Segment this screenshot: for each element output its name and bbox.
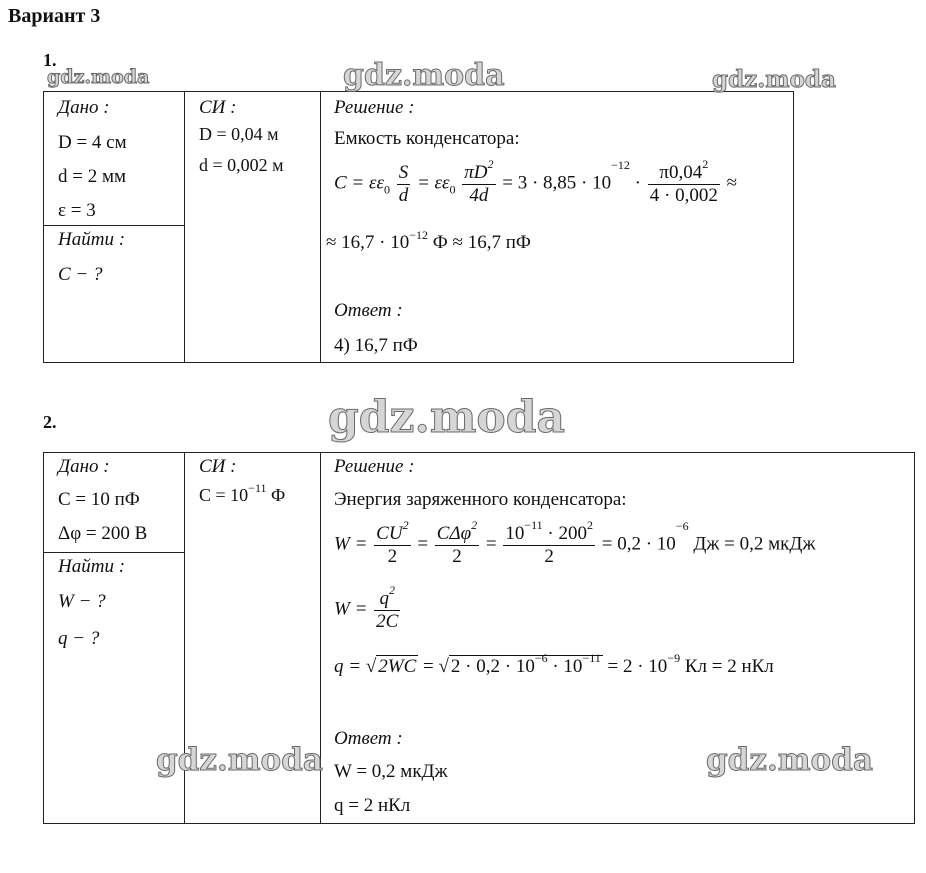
answer-line: 4) 16,7 пФ: [334, 335, 418, 356]
page-title: Вариант 3: [8, 5, 101, 27]
find-line: W − ?: [58, 591, 106, 612]
find-header: Найти :: [58, 229, 126, 250]
answer-header: Ответ :: [334, 300, 403, 321]
answer-line: q = 2 нКл: [334, 795, 411, 816]
fraction-numerator: πD: [464, 162, 488, 183]
fraction-numerator: CΔφ: [436, 523, 472, 544]
task-1-number: 1.: [43, 50, 57, 70]
solution-intro: Емкость конденсатора:: [334, 128, 520, 149]
fraction-numerator: CU: [376, 523, 403, 544]
si-header: СИ :: [199, 456, 237, 477]
given-line: ε = 3: [58, 200, 96, 221]
exponent: −11: [248, 481, 267, 495]
exponent: −12: [611, 158, 630, 172]
task-1-table: [43, 91, 794, 363]
task-1-find-cell: [44, 226, 185, 363]
given-header: Дано :: [58, 97, 110, 118]
fraction-denominator: 4d: [469, 184, 489, 206]
watermark-logo: gdz.moda: [712, 66, 836, 93]
formula-part: Ф: [271, 485, 286, 505]
answer-header: Ответ :: [334, 728, 403, 749]
fraction-denominator: 4 · 0,002: [649, 184, 718, 206]
given-line: D = 4 см: [58, 132, 127, 153]
result-line: [326, 228, 531, 254]
task-2-number: 2.: [43, 412, 57, 432]
energy-formula: W = $\frac{CU^2}{2}$ = $\frac{C\Delta\varphi^2}{2}$ = $\frac{10^{-11} \cdot 200^2}{2}$ = $0,2 \cdot 10^{-6}$ Дж = 0,2 мкДж: [334, 518, 816, 567]
fraction-numerator: π0,04: [659, 162, 703, 183]
sqrt-content: 2WC: [378, 656, 417, 677]
watermark-logo: gdz.moda: [706, 742, 873, 778]
formula-part: Дж = 0,2 мкДж: [693, 533, 816, 555]
given-line: C = 10 пФ: [58, 489, 140, 510]
fraction-denominator: d: [398, 184, 409, 206]
solution-header: Решение :: [334, 456, 415, 477]
formula-part: C = εε: [334, 172, 384, 194]
formula-part: ≈ 16,7 · 10: [326, 232, 410, 253]
formula-part: ≈: [726, 172, 738, 194]
energy-charge-formula: W = $\frac{q^2}{2C}$: [334, 583, 399, 632]
fraction-denominator: 2: [452, 545, 462, 567]
formula-part: Ф ≈ 16,7 пФ: [432, 232, 531, 253]
exponent: −12: [409, 228, 429, 242]
fraction-numerator: q: [379, 588, 389, 609]
formula-part: W =: [334, 533, 368, 555]
capacitance-formula: $C = \varepsilon\varepsilon_0$ $\frac{S}{d}$ = $\varepsilon\varepsilon_0$ $\frac{\pi D^2}{4d}$ = $3 \cdot 8,85 \cdot 10^{-12}$ · $\frac{\pi 0,04^2}{4 \cdot 0,002}$ ≈: [334, 157, 738, 206]
watermark-logo: gdz.moda: [156, 742, 323, 778]
task-1-solution-cell: [321, 92, 794, 363]
formula-part: = 3 · 8,85 · 10: [502, 172, 612, 194]
formula-part: Кл = 2 нКл: [684, 656, 774, 677]
fraction-denominator: 2: [544, 545, 554, 567]
charge-formula: q = √ 2WC = √ $2 \cdot 0,2 \cdot 10^{-6} \cdot 10^{-11} = 2 \cdot 10^{-9}$ Кл = 2 нКл: [334, 651, 774, 677]
si-line: D = 0,04 м: [199, 124, 279, 144]
fraction-denominator: 2C: [376, 610, 399, 632]
task-2-given-cell: [44, 453, 185, 553]
find-line: C − ?: [58, 264, 103, 285]
find-header: Найти :: [58, 556, 126, 577]
task-1-given-cell: [44, 92, 185, 226]
sqrt-content: 2 · 0,2 · 10: [450, 656, 535, 677]
si-line: [199, 481, 286, 506]
watermark-logo: gdz.moda: [47, 66, 150, 88]
given-line: d = 2 мм: [58, 166, 127, 187]
watermark-logo: gdz.moda: [328, 392, 566, 443]
formula-part: = 2 · 10: [607, 656, 668, 677]
formula-part: q =: [334, 656, 362, 677]
exponent: −9: [667, 651, 681, 665]
formula-part: = 0,2 · 10: [601, 533, 676, 555]
task-2-find-cell: [44, 553, 185, 824]
formula-part: W =: [334, 598, 368, 620]
solution-intro: Энергия заряженного конденсатора:: [334, 489, 627, 510]
fraction-numerator: 10: [505, 523, 525, 544]
find-line: q − ?: [58, 628, 100, 649]
given-header: Дано :: [58, 456, 110, 477]
exponent: −6: [675, 519, 689, 533]
task-1-si-cell: [185, 92, 321, 363]
solution-header: Решение :: [334, 97, 415, 118]
formula-part: C = 10: [199, 485, 249, 505]
fraction-numerator: S: [398, 162, 409, 183]
si-line: d = 0,002 м: [199, 155, 284, 175]
fraction-denominator: 2: [387, 545, 398, 567]
given-line: Δφ = 200 В: [58, 523, 148, 544]
formula-part: = εε: [416, 172, 450, 194]
answer-line: W = 0,2 мкДж: [334, 761, 448, 782]
si-header: СИ :: [199, 97, 237, 118]
watermark-logo: gdz.moda: [343, 58, 505, 93]
